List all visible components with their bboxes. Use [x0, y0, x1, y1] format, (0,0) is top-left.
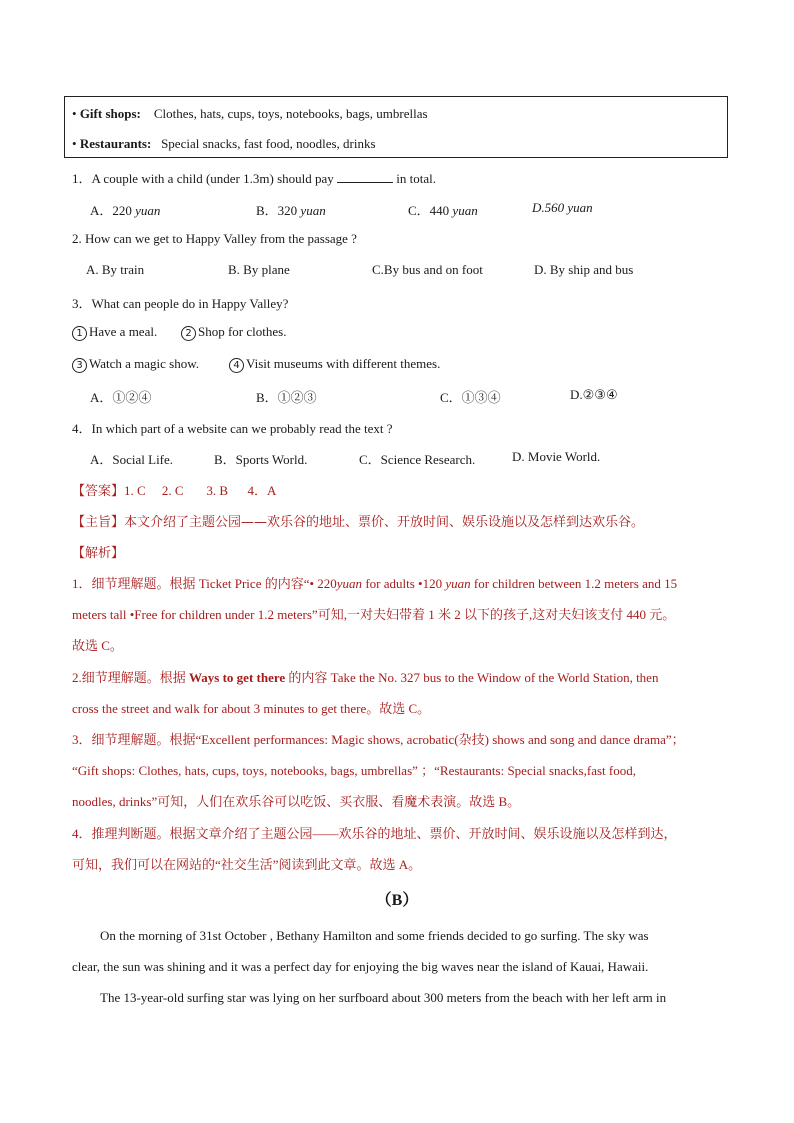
- explanation-bold: Ways to get there: [189, 670, 286, 685]
- circled-number-4: 4: [229, 358, 244, 373]
- answer-blank: [337, 171, 393, 183]
- question-1-option-c: [408, 200, 478, 219]
- choice-text: Watch a magic show.: [89, 356, 200, 371]
- question-4-option-d: D. Movie World.: [512, 449, 601, 464]
- explanation-2-line-1: [72, 667, 658, 686]
- option-unit: yuan: [452, 203, 478, 218]
- section-b-heading: （B）: [375, 892, 419, 909]
- option-unit: yuan: [135, 203, 161, 218]
- question-3-option-a: A．①②④: [90, 390, 152, 405]
- explanation-unit: yuan: [445, 576, 471, 591]
- circled-number-1: 1: [72, 326, 87, 341]
- option-text: A．220: [90, 203, 132, 218]
- explanation-3-line-3: noodles, drinks”可知，人们在欢乐谷可以吃饭、买衣服、看魔术表演。故选 B。: [72, 794, 521, 809]
- gift-shops-text: Clothes, hats, cups, toys, notebooks, bags, umbrellas: [153, 106, 428, 121]
- option-text: B．320: [256, 203, 298, 218]
- explanation-1-line-1: [72, 573, 677, 592]
- choice-text: Have a meal.: [89, 324, 158, 339]
- answer-label: 【答案】: [72, 484, 125, 499]
- question-1-option-a: [90, 200, 160, 219]
- explanation-2-line-2: cross the street and walk for about 3 minutes to get there。故选 C。: [72, 701, 431, 716]
- circled-number-2: 2: [181, 326, 196, 341]
- explanation-text: for children between 1.2 meters and 15: [470, 576, 678, 591]
- question-2-option-a: A. By train: [86, 262, 145, 277]
- explanation-unit: yuan: [336, 576, 363, 591]
- choice-text: Shop for clothes.: [198, 324, 287, 339]
- theme-label: 【主旨】: [72, 515, 125, 530]
- explanation-3-line-1: 3．细节理解题。根据“Excellent performances: Magic shows, acrobatic(杂技) shows and song and dance drama”；: [72, 732, 685, 747]
- explanation-text: 可知,一对夫妇带着 1 米 2 以下的孩子,这对夫妇该支付 440 元。: [317, 607, 676, 622]
- passage-paragraph-1-line-1: On the morning of 31st October , Bethany Hamilton and some friends decided to go surfing. The sky was: [100, 928, 649, 943]
- choice-text: Visit museums with different themes.: [246, 356, 441, 371]
- answer-key: [72, 480, 276, 499]
- question-1-option-d: [532, 200, 593, 216]
- question-4-option-a: A．Social Life.: [90, 452, 174, 467]
- restaurants-text: Special snacks, fast food, noodles, drinks: [161, 136, 376, 151]
- explanation-3-line-2: “Gift shops: Clothes, hats, cups, toys, notebooks, bags, umbrellas” ；“Restaurants: Special snacks,fast food,: [72, 763, 636, 778]
- question-4-option-b: B．Sports World.: [214, 452, 308, 467]
- explanation-1-line-2: [72, 604, 675, 623]
- question-3-choice-4: [229, 356, 440, 373]
- question-1-stem: [72, 168, 436, 187]
- option-unit: yuan: [567, 200, 593, 215]
- explanation-text: 的内容 Take the No. 327 bus to the Window of the World Station, then: [285, 670, 659, 685]
- explanation-4-line-1: 4．推理判断题。根据文章介绍了主题公园——欢乐谷的地址、票价、开放时间、娱乐设施以及怎样到达，: [72, 826, 677, 841]
- theme-text: 本文介绍了主题公园——欢乐谷的地址、票价、开放时间、娱乐设施以及怎样到达欢乐谷。: [124, 515, 645, 530]
- explanation-4-line-2: 可知，我们可以在网站的“社交生活”阅读到此文章。故选 A。: [72, 857, 422, 872]
- info-box: [64, 96, 728, 158]
- explanation-text: 1．细节理解题。根据 Ticket Price 的内容“• 220: [72, 576, 337, 591]
- question-4-stem: 4．In which part of a website can we probably read the text ?: [72, 421, 393, 436]
- answer-text: 1. C 2. C 3. B 4．A: [124, 483, 277, 498]
- restaurants-label: Restaurants:: [79, 136, 152, 151]
- question-2-stem: 2. How can we get to Happy Valley from the passage ?: [72, 231, 357, 246]
- question-4-option-c: C．Science Research.: [359, 452, 476, 467]
- explanation-text: meters tall •Free for children under 1.2 meters”: [72, 607, 318, 622]
- theme-line: [72, 511, 644, 530]
- question-3-stem: 3．What can people do in Happy Valley?: [72, 296, 289, 311]
- gift-shops-label: Gift shops:: [79, 106, 141, 121]
- question-1-stem-text: 1．A couple with a child (under 1.3m) should pay: [72, 171, 334, 186]
- question-3-choice-2: [181, 324, 286, 341]
- question-2-option-d: D. By ship and bus: [534, 262, 634, 277]
- question-1-option-b: [256, 200, 326, 219]
- option-unit: yuan: [300, 203, 326, 218]
- question-2-option-c: C.By bus and on foot: [372, 262, 483, 277]
- passage-paragraph-2-line-1: The 13-year-old surfing star was lying on her surfboard about 300 meters from the beach with her left arm in: [100, 990, 667, 1005]
- question-3-option-b: B．①②③: [256, 390, 317, 405]
- question-3-option-c: C．①③④: [440, 390, 501, 405]
- option-text: C．440: [408, 203, 450, 218]
- question-3-choice-3: [72, 356, 199, 373]
- question-3-option-d: D.②③④: [570, 387, 618, 402]
- option-text: D.560: [532, 200, 565, 215]
- analysis-label: 【解析】: [72, 546, 125, 561]
- question-3-choice-1: [72, 324, 157, 341]
- explanation-text: 2.细节理解题。根据: [72, 670, 190, 685]
- passage-paragraph-1-line-2: clear, the sun was shining and it was a perfect day for enjoying the big waves near the island of Kauai, Hawaii.: [72, 959, 649, 974]
- circled-number-3: 3: [72, 358, 87, 373]
- explanation-1-line-3: 故选 C。: [72, 638, 123, 653]
- question-1-stem-end: in total.: [396, 171, 436, 186]
- question-2-option-b: B. By plane: [228, 262, 290, 277]
- restaurants-row: • Restaurants: Special snacks, fast food, noodles, drinks: [72, 136, 376, 151]
- gift-shops-row: • Gift shops: Clothes, hats, cups, toys, notebooks, bags, umbrellas: [72, 106, 428, 121]
- explanation-text: for adults •120: [362, 576, 446, 591]
